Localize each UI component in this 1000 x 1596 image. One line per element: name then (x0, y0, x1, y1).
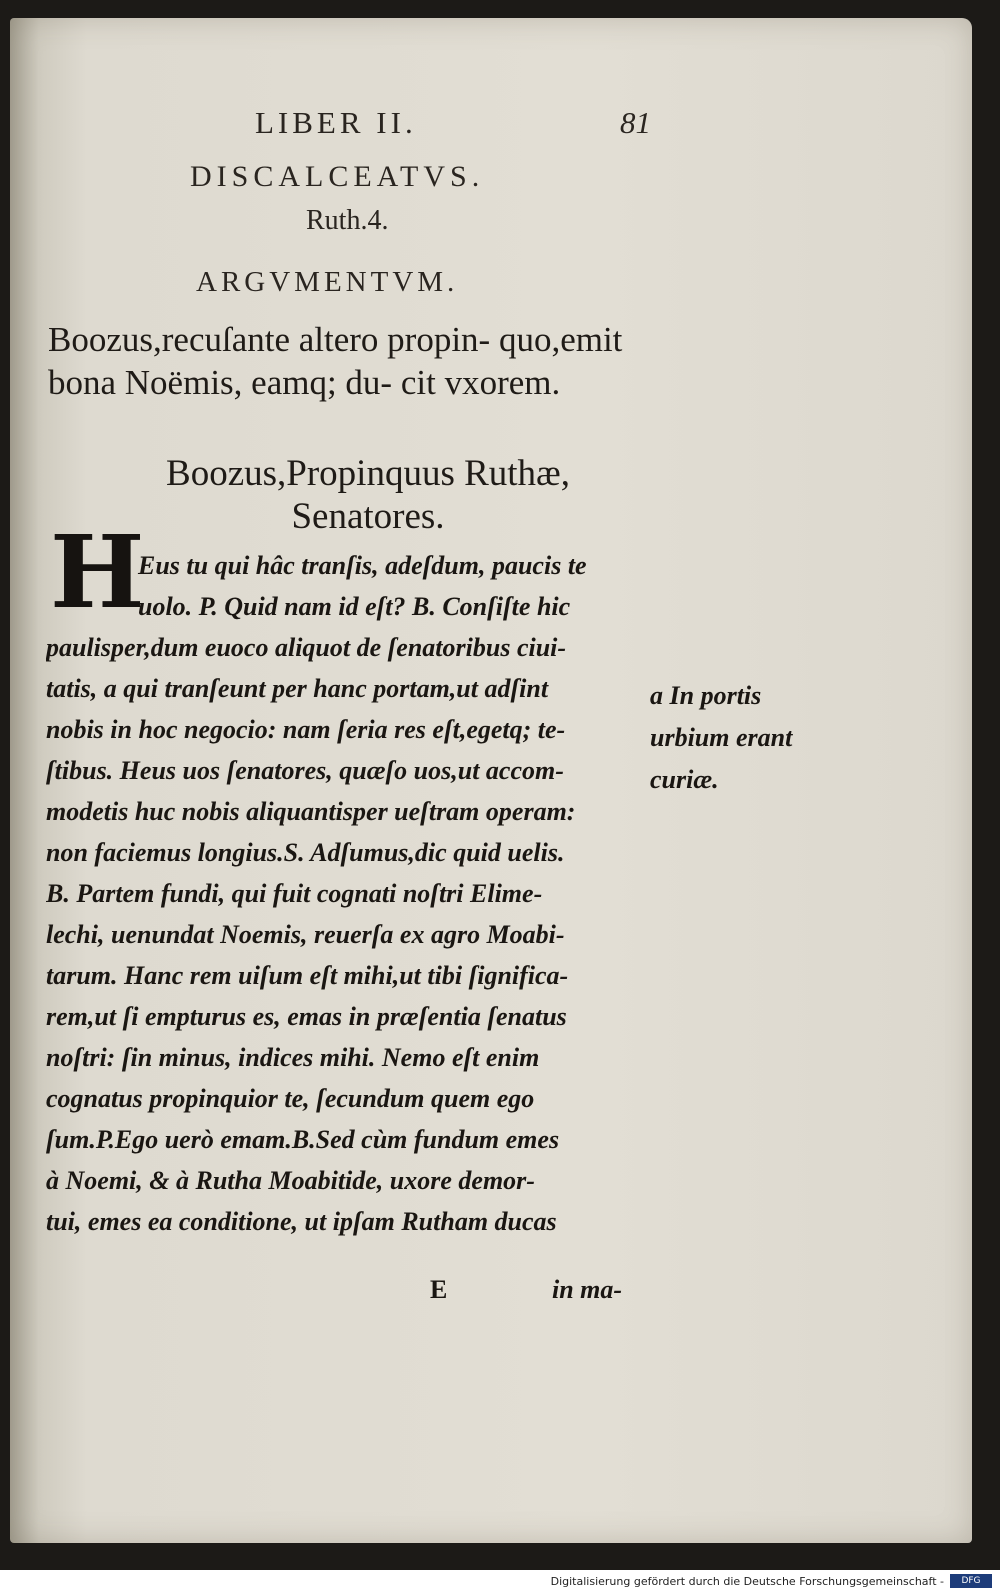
body-line: ſum.P.Ego uerò emam.B.Sed cùm fundum emes (46, 1125, 560, 1154)
body-line: modetis huc nobis aliquantisper ueſtram operam: (46, 797, 576, 826)
body-line: tatis, a qui tranſeunt per hanc portam,ut adſint (46, 674, 549, 703)
body-line: cognatus propinquior te, ſecundum quem ego (46, 1084, 535, 1113)
body-line: non faciemus longius.S. Adſumus,dic quid uelis. (46, 838, 565, 867)
running-title: LIBER II. (255, 105, 417, 140)
body-line: ſtibus. Heus uos ſenatores, quæſo uos,ut accom- (46, 756, 564, 785)
body-line: B. Partem fundi, qui fuit cognati noſtri Elime- (46, 879, 543, 908)
margin-note-line: urbium erant (650, 723, 793, 752)
body-line: noſtri: ſin minus, indices mihi. Nemo eſt enim (46, 1043, 540, 1072)
catchword: in ma- (552, 1275, 623, 1304)
margin-note (650, 675, 850, 801)
dramatis-personae (88, 452, 648, 538)
persons-line-1: Boozus,Propinquus Ruthæ, (166, 453, 570, 494)
argument-text: Boozus,recuſante altero propin- quo,emit bona Noëmis, eamq; du- cit vxorem. (48, 320, 623, 402)
body-line: lechi, uenundat Noemis, reuerſa ex agro Moabi- (46, 920, 565, 949)
body-line: à Noemi, & à Rutha Moabitide, uxore demor- (46, 1166, 535, 1195)
body-line: Eus tu qui hâc tranſis, adeſdum, paucis te (138, 551, 587, 580)
body-text (46, 545, 656, 1242)
body-line: tui, emes ea conditione, ut ipſam Rutham ducas (46, 1207, 557, 1236)
funding-credit: Digitalisierung gefördert durch die Deutsche Forschungsgemeinschaft - (550, 1575, 944, 1588)
margin-note-line: a In portis (650, 681, 762, 710)
running-header (255, 105, 675, 145)
body-line: nobis in hoc negocio: nam ſeria res eſt,egetq; te- (46, 715, 566, 744)
body-line: paulisper,dum euoco aliquot de ſenatoribus ciui- (46, 633, 567, 662)
dfg-logo-icon: DFG (950, 1574, 992, 1588)
body-line: rem,ut ſi empturus es, emas in præſentia ſenatus (46, 1002, 567, 1031)
bible-reference: Ruth.4. (306, 205, 389, 236)
margin-note-line: curiæ. (650, 765, 719, 794)
chapter-title: DISCALCEATVS. (190, 160, 485, 193)
persons-line-2: Senatores. (291, 496, 445, 537)
page-number: 81 (620, 105, 651, 140)
drop-cap-initial: H (50, 513, 145, 631)
body-line: tarum. Hanc rem uiſum eſt mihi,ut tibi ſignifica- (46, 961, 569, 990)
signature-mark: E (430, 1275, 448, 1304)
body-line: uolo. P. Quid nam id eſt? B. Conſiſte hic (138, 592, 571, 621)
argument-heading: ARGVMENTVM. (196, 266, 459, 298)
